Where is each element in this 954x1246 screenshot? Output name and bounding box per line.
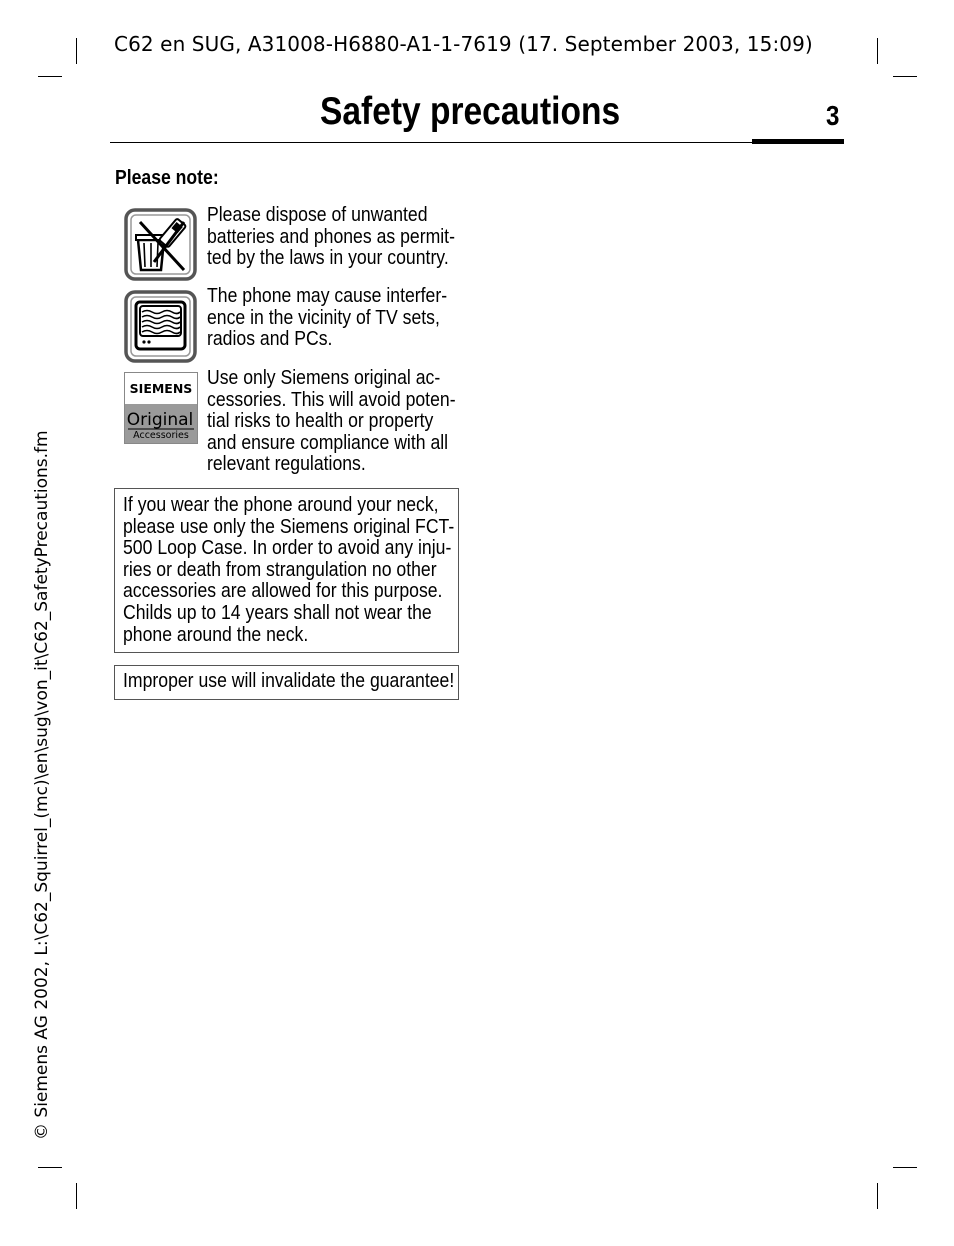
svg-text:Original: Original	[126, 410, 194, 430]
note-item-text: The phone may cause interfer- ence in the vicinity of TV sets, radios and PCs.	[207, 284, 448, 351]
crop-mark	[893, 76, 917, 77]
neck-warning-text: If you wear the phone around your neck, please use only the Siemens original FCT- 500 Loop Case. In order to avoid any inju- ries or death from strangulation no other accessories are allowed for this purpose. Childs up to 14 years shall not wear the phone around the neck.	[123, 493, 455, 646]
document-reference: C62 en SUG, A31008-H6880-A1-1-7619 (17. September 2003, 15:09)	[114, 32, 813, 56]
svg-text:Accessories: Accessories	[133, 430, 189, 441]
side-margin-copyright: © Siemens AG 2002, L:\C62_Squirrel_(mc)\en\sug\von_it\C62_SafetyPrecautions.fm	[32, 430, 52, 1140]
crop-mark	[893, 1167, 917, 1168]
tv-set-icon	[124, 290, 197, 368]
guarantee-text: Improper use will invalidate the guarantee!	[123, 669, 455, 692]
note-item-interference	[207, 285, 486, 350]
note-item-text: Use only Siemens original ac- cessories. This will avoid poten- tial risks to health or property and ensure compliance with all relevant regulations.	[207, 366, 456, 476]
note-item-accessories	[207, 367, 496, 475]
page-title: Safety precautions	[320, 90, 621, 133]
crop-mark	[877, 1183, 878, 1209]
note-item-text: Please dispose of unwanted batteries and phones as permit- ted by the laws in your country.	[207, 203, 455, 270]
note-item-disposal	[207, 204, 495, 269]
page-number: 3	[826, 100, 840, 131]
crop-mark	[76, 1183, 77, 1209]
crop-mark	[76, 38, 77, 64]
neck-warning-box	[114, 488, 459, 653]
svg-text:SIEMENS: SIEMENS	[129, 381, 193, 396]
guarantee-box	[114, 665, 459, 700]
crop-mark	[38, 76, 62, 77]
note-heading: Please note:	[115, 167, 219, 189]
page-number-rule	[752, 139, 844, 144]
crop-mark	[877, 38, 878, 64]
crop-mark	[38, 1167, 62, 1168]
title-rule	[110, 142, 844, 143]
siemens-original-accessories-logo	[124, 372, 198, 449]
trash-bin-crossed-icon	[124, 208, 197, 286]
